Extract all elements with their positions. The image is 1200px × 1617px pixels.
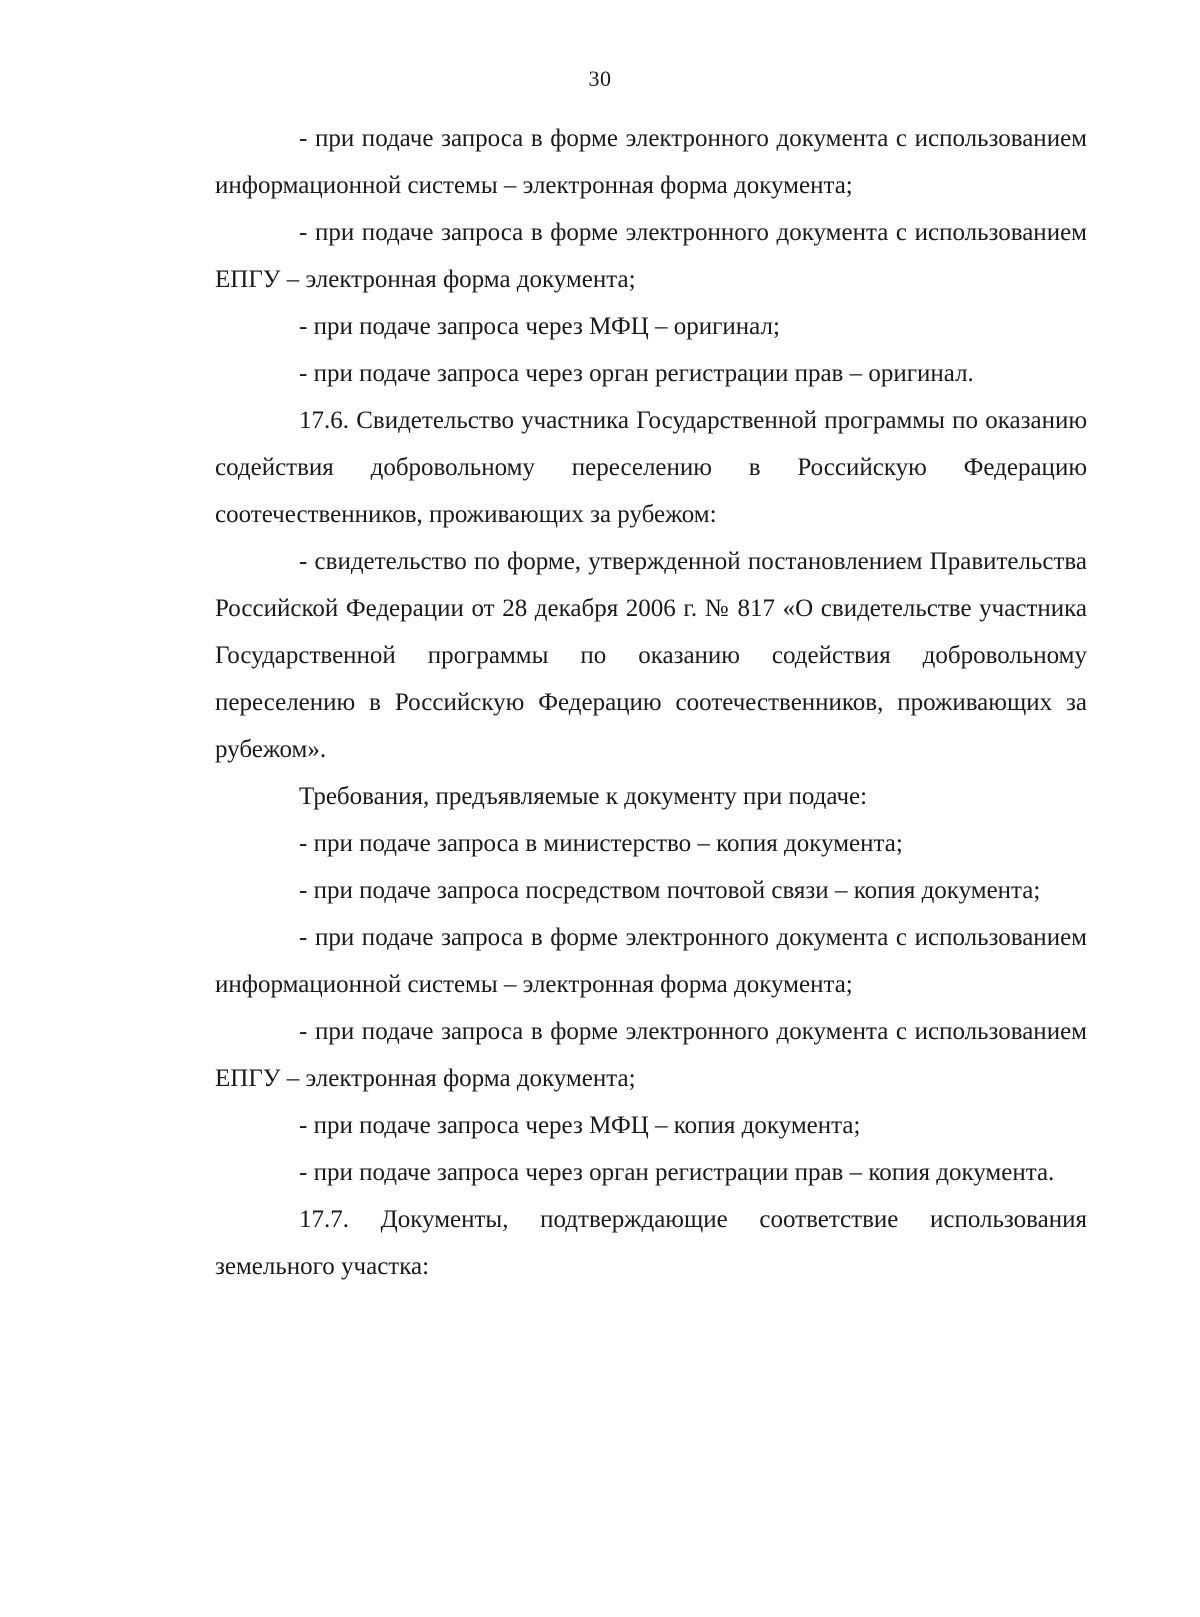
paragraph-10: - при подаче запроса в форме электронного документа с использованием информационной системы – электронная форма документа; [215, 924, 1087, 998]
document-body [215, 115, 1087, 1290]
paragraph-2: - при подаче запроса в форме электронного документа с использованием ЕПГУ – электронная форма документа; [215, 219, 1087, 293]
page-number: 30 [588, 66, 612, 91]
paragraph-8: - при подаче запроса в министерство – копия документа; [299, 830, 903, 857]
paragraph-6: - свидетельство по форме, утвержденной постановлением Правительства Российской Федерации от 28 декабря 2006 г. № 817 «О свидетельстве участника Государственной программы по оказанию содействия добровольному переселению в Российскую Федерацию соотечественников, проживающих за рубежом». [215, 548, 1087, 763]
paragraph-13: - при подаче запроса через орган регистрации прав – копия документа. [299, 1159, 1055, 1186]
paragraph-12: - при подаче запроса через МФЦ – копия документа; [299, 1112, 861, 1139]
paragraph-5: 17.6. Свидетельство участника Государственной программы по оказанию содействия добровольному переселению в Российскую Федерацию соотечественников, проживающих за рубежом: [215, 407, 1087, 528]
paragraph-1: - при подаче запроса в форме электронного документа с использованием информационной системы – электронная форма документа; [215, 125, 1087, 199]
paragraph-11: - при подаче запроса в форме электронного документа с использованием ЕПГУ – электронная форма документа; [215, 1018, 1087, 1092]
paragraph-14: 17.7. Документы, подтверждающие соответствие использования земельного участка: [215, 1206, 1087, 1280]
paragraph-9: - при подаче запроса посредством почтовой связи – копия документа; [299, 877, 1041, 904]
paragraph-7: Требования, предъявляемые к документу при подаче: [299, 783, 868, 810]
paragraph-4: - при подаче запроса через орган регистрации прав – оригинал. [299, 360, 974, 387]
paragraph-3: - при подаче запроса через МФЦ – оригинал; [299, 313, 780, 340]
